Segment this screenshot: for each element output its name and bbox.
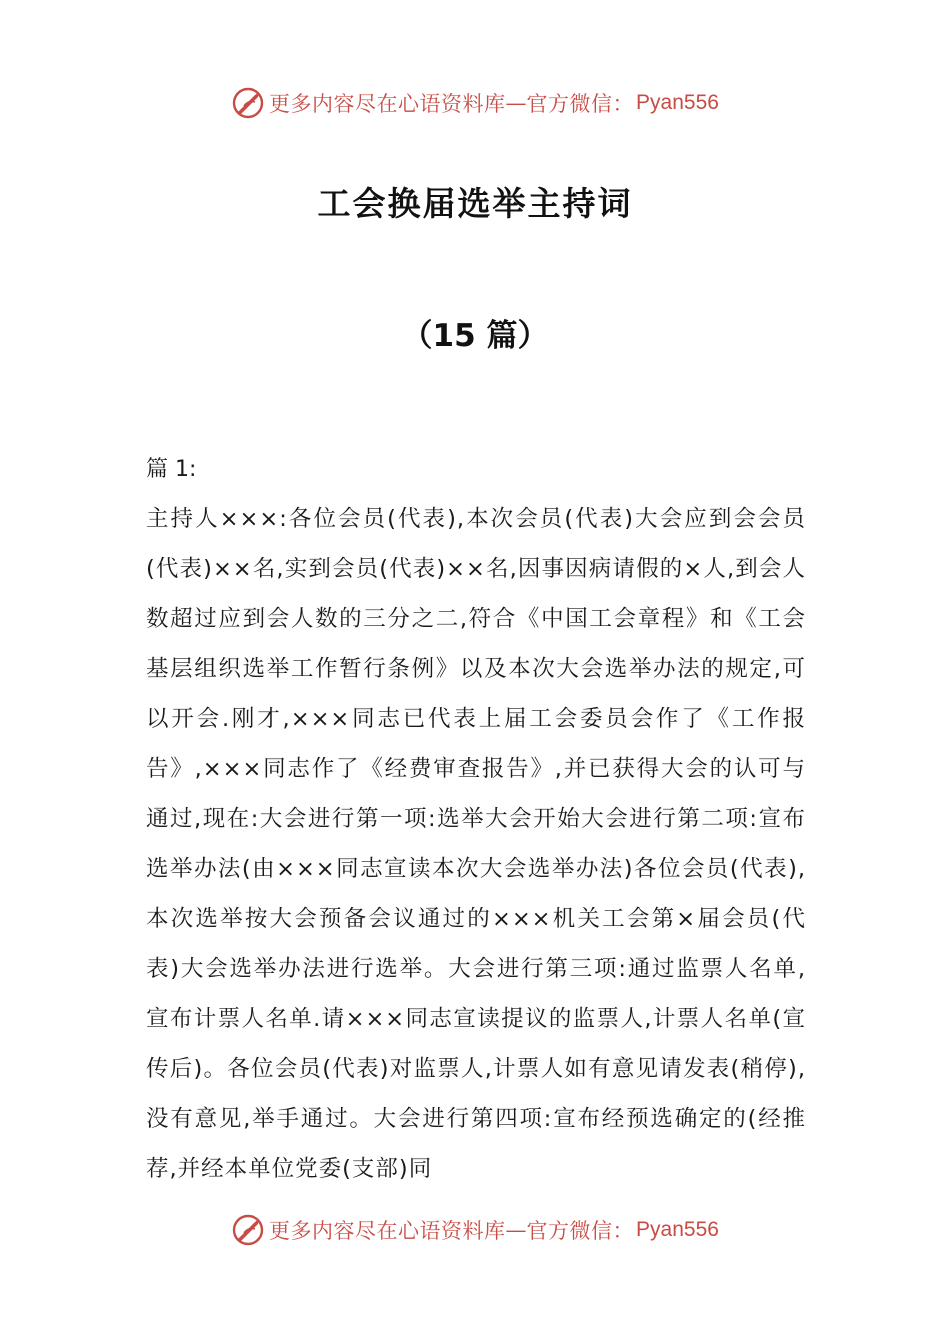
document-title: 工会换届选举主持词 [317,184,633,223]
body-paragraph: 主持人×××:各位会员(代表),本次会员(代表)大会应到会会员(代表)××名,实到会员(代表)××名,因事因病请假的×人,到会人数超过应到会人数的三分之二,符合《中国工会章程》和《工会基层组织选举工作暂行条例》以及本次大会选举办法的规定,可以开会.刚才,×××同志已代表上届工会委员会作了《工作报告》,×××同志作了《经费审查报告》,并已获得大会的认可与通过,现在:大会进行第一项:选举大会开始大会进行第二项:宣布选举办法(由×××同志宣读本次大会选举办法)各位会员(代表),本次选举按大会预备会议通过的×××机关工会第×届会员(代表)大会选举办法进行选举。大会进行第三项:通过监票人名单,宣布计票人名单.请×××同志宣读提议的监票人,计票人名单(宣传后)。各位会员(代表)对监票人,计票人如有意见请发表(稍停),没有意见,举手通过。大会进行第四项:宣布经预选确定的(经推荐,并经本单位党委(支部)同 [146,506,806,1182]
banner-dash: — [505,91,527,115]
header-watermark-banner [0,83,950,123]
pen-logo-icon [231,1213,265,1247]
document-subtitle: （15 篇） [401,318,549,354]
banner-handle: Pyan556 [636,1218,719,1241]
banner-wechat-label: 官方微信： [526,92,635,116]
banner-text: 更多内容尽在心语资料库 [269,92,506,116]
pen-logo-icon [231,86,265,120]
footer-watermark-banner [0,1210,950,1250]
banner-dash: — [505,1218,527,1242]
section-label: 篇 1: [146,457,197,482]
banner-handle: Pyan556 [636,91,719,114]
banner-wechat-label: 官方微信： [526,1219,635,1243]
banner-text: 更多内容尽在心语资料库 [269,1219,506,1243]
